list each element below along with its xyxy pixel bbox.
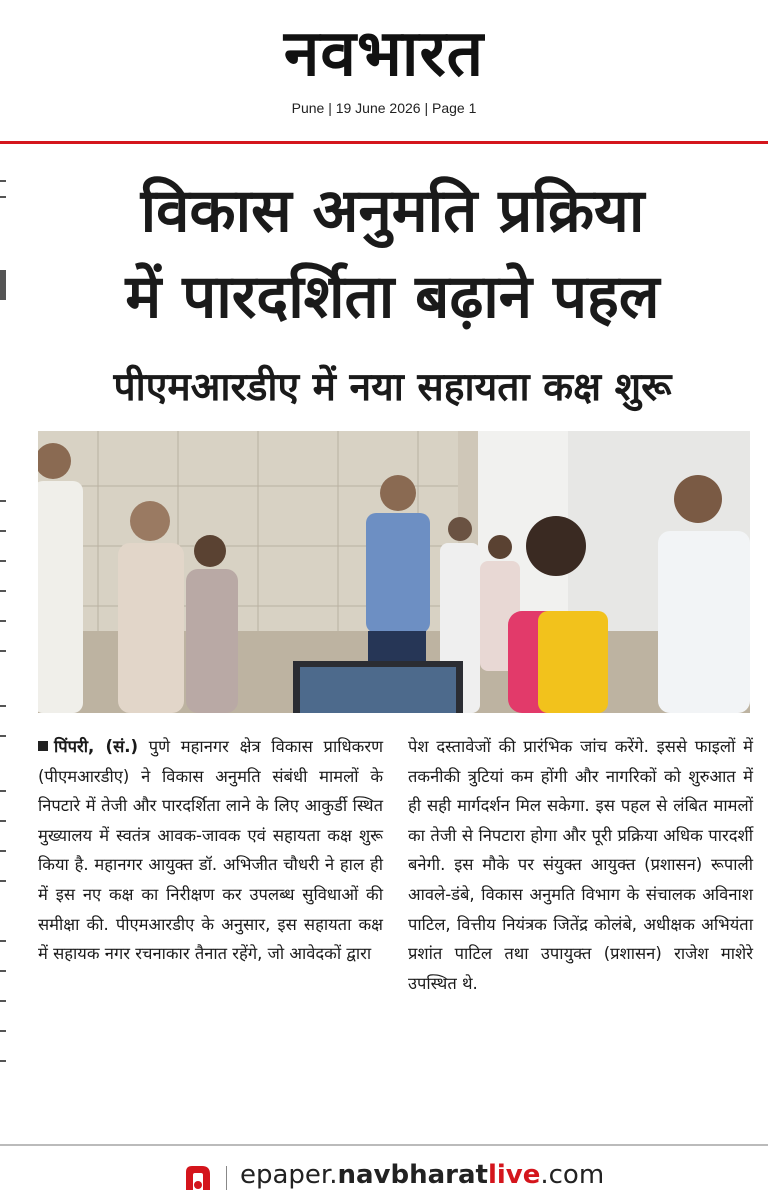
- bullet-square-icon: [38, 741, 48, 751]
- dateline: पिंपरी, (सं.): [54, 737, 139, 756]
- epaper-url[interactable]: [240, 1160, 604, 1190]
- newspaper-logo: नवभारत: [283, 17, 485, 91]
- url-brand-live: live: [487, 1160, 541, 1190]
- subheadline: पीएमआरडीए में नया सहायता कक्ष शुरू: [113, 365, 672, 410]
- footer-separator: [226, 1166, 227, 1190]
- masthead-divider: [0, 141, 768, 144]
- news-photo: [38, 431, 750, 713]
- article-column-2: [408, 732, 753, 998]
- url-prefix: epaper.: [240, 1160, 338, 1190]
- masthead: [0, 0, 768, 140]
- footer-divider: [0, 1144, 768, 1146]
- headline-line-2: में पारदर्शिता बढ़ाने पहल: [125, 262, 660, 332]
- adjacent-column-edge: [0, 150, 10, 1150]
- edition-line: Pune | 19 June 2026 | Page 1: [291, 100, 477, 116]
- article-column-1-text: पुणे महानगर क्षेत्र विकास प्राधिकरण (पीएमआरडीए) ने विकास अनुमति संबंधी मामलों के निपटारे में तेजी और पारदर्शिता लाने के लिए आकुर्डी स्थित मुख्यालय में स्वतंत्र आवक-जावक एवं सहायता कक्ष शुरू किया है. महानगर आयुक्त डॉ. अभिजीत चौधरी ने हाल ही में इस नए कक्ष का निरीक्षण कर उपलब्ध सुविधाओं की समीक्षा की. पीएमआरडीए के अनुसार, इस सहायता कक्ष में सहायक नगर रचनाकार तैनात रहेंगे, जो आवेदकों द्वारा: [38, 737, 383, 964]
- navbharat-n-logo-icon: [182, 1162, 214, 1194]
- headline-line-1: विकास अनुमति प्रक्रिया: [140, 176, 645, 246]
- url-brand: navbharat: [337, 1160, 488, 1190]
- footer: [0, 1152, 768, 1200]
- article-column-1: [38, 732, 383, 969]
- article-column-2-text: पेश दस्तावेजों की प्रारंभिक जांच करेंगे. इससे फाइलों में तकनीकी त्रुटियां कम होंगी और नागरिकों को शुरुआत में ही सही मार्गदर्शन मिल सकेगा. इस पहल से लंबित मामलों का तेजी से निपटारा होगा और पूरी प्रक्रिया अधिक पारदर्शी बनेगी. इस मौके पर संयुक्त आयुक्त (प्रशासन) रूपाली आवले-डंबे, विकास अनुमति विभाग के संचालक अविनाश पाटिल, वित्तीय नियंत्रक जितेंद्र कोलंबे, अधीक्षक अभियंता प्रशांत पाटिल तथा उपायुक्त (प्रशासन) राजेश माशेरे उपस्थित थे.: [408, 737, 753, 993]
- url-suffix: .com: [540, 1160, 605, 1190]
